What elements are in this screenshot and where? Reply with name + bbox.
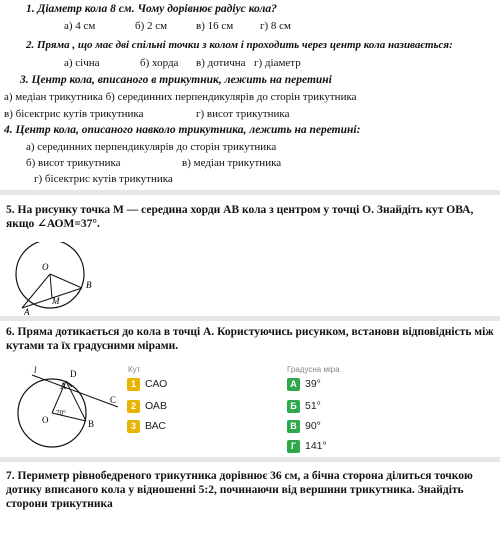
q6-measure-value: 51° xyxy=(305,400,321,412)
q6-angle-2[interactable] xyxy=(127,399,167,413)
q6-angle-number: 1 xyxy=(127,378,140,391)
q6-angle-1[interactable] xyxy=(127,377,167,391)
q5-segment-om xyxy=(50,274,52,298)
q5-label-a: A xyxy=(24,307,30,316)
q5-segment-ob xyxy=(50,274,82,288)
q6-label-b: B xyxy=(88,419,95,429)
q6-measure-letter: А xyxy=(287,378,300,391)
q6-measure-b[interactable] xyxy=(287,399,321,413)
q6-angle-number: 2 xyxy=(127,400,140,413)
q6-label-c: C xyxy=(110,395,117,405)
q5-label-m: M xyxy=(52,296,60,306)
q4-title: 4. Центр кола, описаного навколо трикутника, лежить на перетині: xyxy=(4,124,361,136)
q6-label-l: l xyxy=(34,365,37,375)
q3-line-1: а) медіан трикутника б) серединних перпендикулярів до сторін трикутника xyxy=(4,91,357,103)
q6-measure-a[interactable] xyxy=(287,377,321,391)
q4-line-1: а) серединних перпендикулярів до сторін трикутника xyxy=(26,141,277,153)
q1-option-a: а) 4 см xyxy=(64,20,96,32)
q6-measure-value: 141° xyxy=(305,440,327,452)
q5-figure xyxy=(4,242,104,316)
q6-label-angle: 70° xyxy=(56,409,66,417)
q6-angle-number: 3 xyxy=(127,420,140,433)
q1-option-d: г) 8 см xyxy=(260,20,292,32)
q6-figure xyxy=(6,365,126,453)
q6-measure-letter: Б xyxy=(287,400,300,413)
separator xyxy=(0,316,500,321)
q1-title: 1. Діаметр кола 8 см. Чому дорівнює радіус кола? xyxy=(26,3,277,15)
q2-option-b: б) хорда xyxy=(140,57,179,69)
q5-label-b: B xyxy=(86,280,92,290)
q2-option-a: а) січна xyxy=(64,57,100,69)
q3-line-3: г) висот трикутника xyxy=(196,108,290,120)
q3-title: 3. Центр кола, вписаного в трикутник, лежить на перетині xyxy=(20,74,332,86)
q2-option-c: в) дотична xyxy=(196,57,246,69)
q6-measure-value: 90° xyxy=(305,420,321,432)
questions-1-4 xyxy=(0,0,500,190)
q6-tangent-line xyxy=(32,375,118,407)
q6-measure-c[interactable] xyxy=(287,419,321,433)
q3-line-2: в) бісектрис кутів трикутника xyxy=(4,108,144,120)
q6-segment-ab xyxy=(66,381,86,421)
q6-angle-name: ВАС xyxy=(145,420,167,432)
q6-measure-value: 39° xyxy=(305,378,321,390)
q1-option-c: в) 16 см xyxy=(196,20,234,32)
q2-option-d: г) діаметр xyxy=(254,57,301,69)
q5-text: 5. На рисунку точка М — середина хорди АВ кола з центром у точці О. Знайдіть кут ОВА, якщо ∠АОМ=37°. xyxy=(6,204,474,230)
q6-text: 6. Пряма дотикається до кола в точці А. Користуючись рисунком, встанови відповідність між кутами та їх градусними мірами. xyxy=(6,326,494,352)
q6-label-o: O xyxy=(42,415,49,425)
q4-line-2: б) висот трикутника xyxy=(26,157,121,169)
separator xyxy=(0,190,500,195)
q6-measure-letter: В xyxy=(287,420,300,433)
q6-angle-name: САО xyxy=(145,378,168,390)
q6-column-measure-header: Градусна міра xyxy=(287,365,340,374)
q6-label-d: D xyxy=(70,369,77,379)
q6-label-a: A xyxy=(60,381,67,391)
q6-measure-d[interactable] xyxy=(287,439,327,453)
q7-text: 7. Периметр рівнобедреного трикутника дорівнює 36 см, а бічна сторона ділиться точкою дотику вписаного кола у відношенні 5:2, починаючи від вершини трикутника. Знайдіть сторони трикутника xyxy=(6,470,473,510)
separator xyxy=(0,457,500,462)
q6-angle-3[interactable] xyxy=(127,419,166,433)
q4-line-3: в) медіан трикутника xyxy=(182,157,282,169)
q6-measure-letter: Г xyxy=(287,440,300,453)
q6-column-angle-header: Кут xyxy=(128,365,141,374)
q4-line-4: г) бісектрис кутів трикутника xyxy=(34,173,173,185)
q1-option-b: б) 2 см xyxy=(135,20,168,32)
q2-title: 2. Пряма , що має дві спільні точки з колом і проходить через центр кола називається: xyxy=(26,39,453,51)
q5-label-o: O xyxy=(42,262,49,272)
q6-angle-name: ОАВ xyxy=(145,400,167,412)
